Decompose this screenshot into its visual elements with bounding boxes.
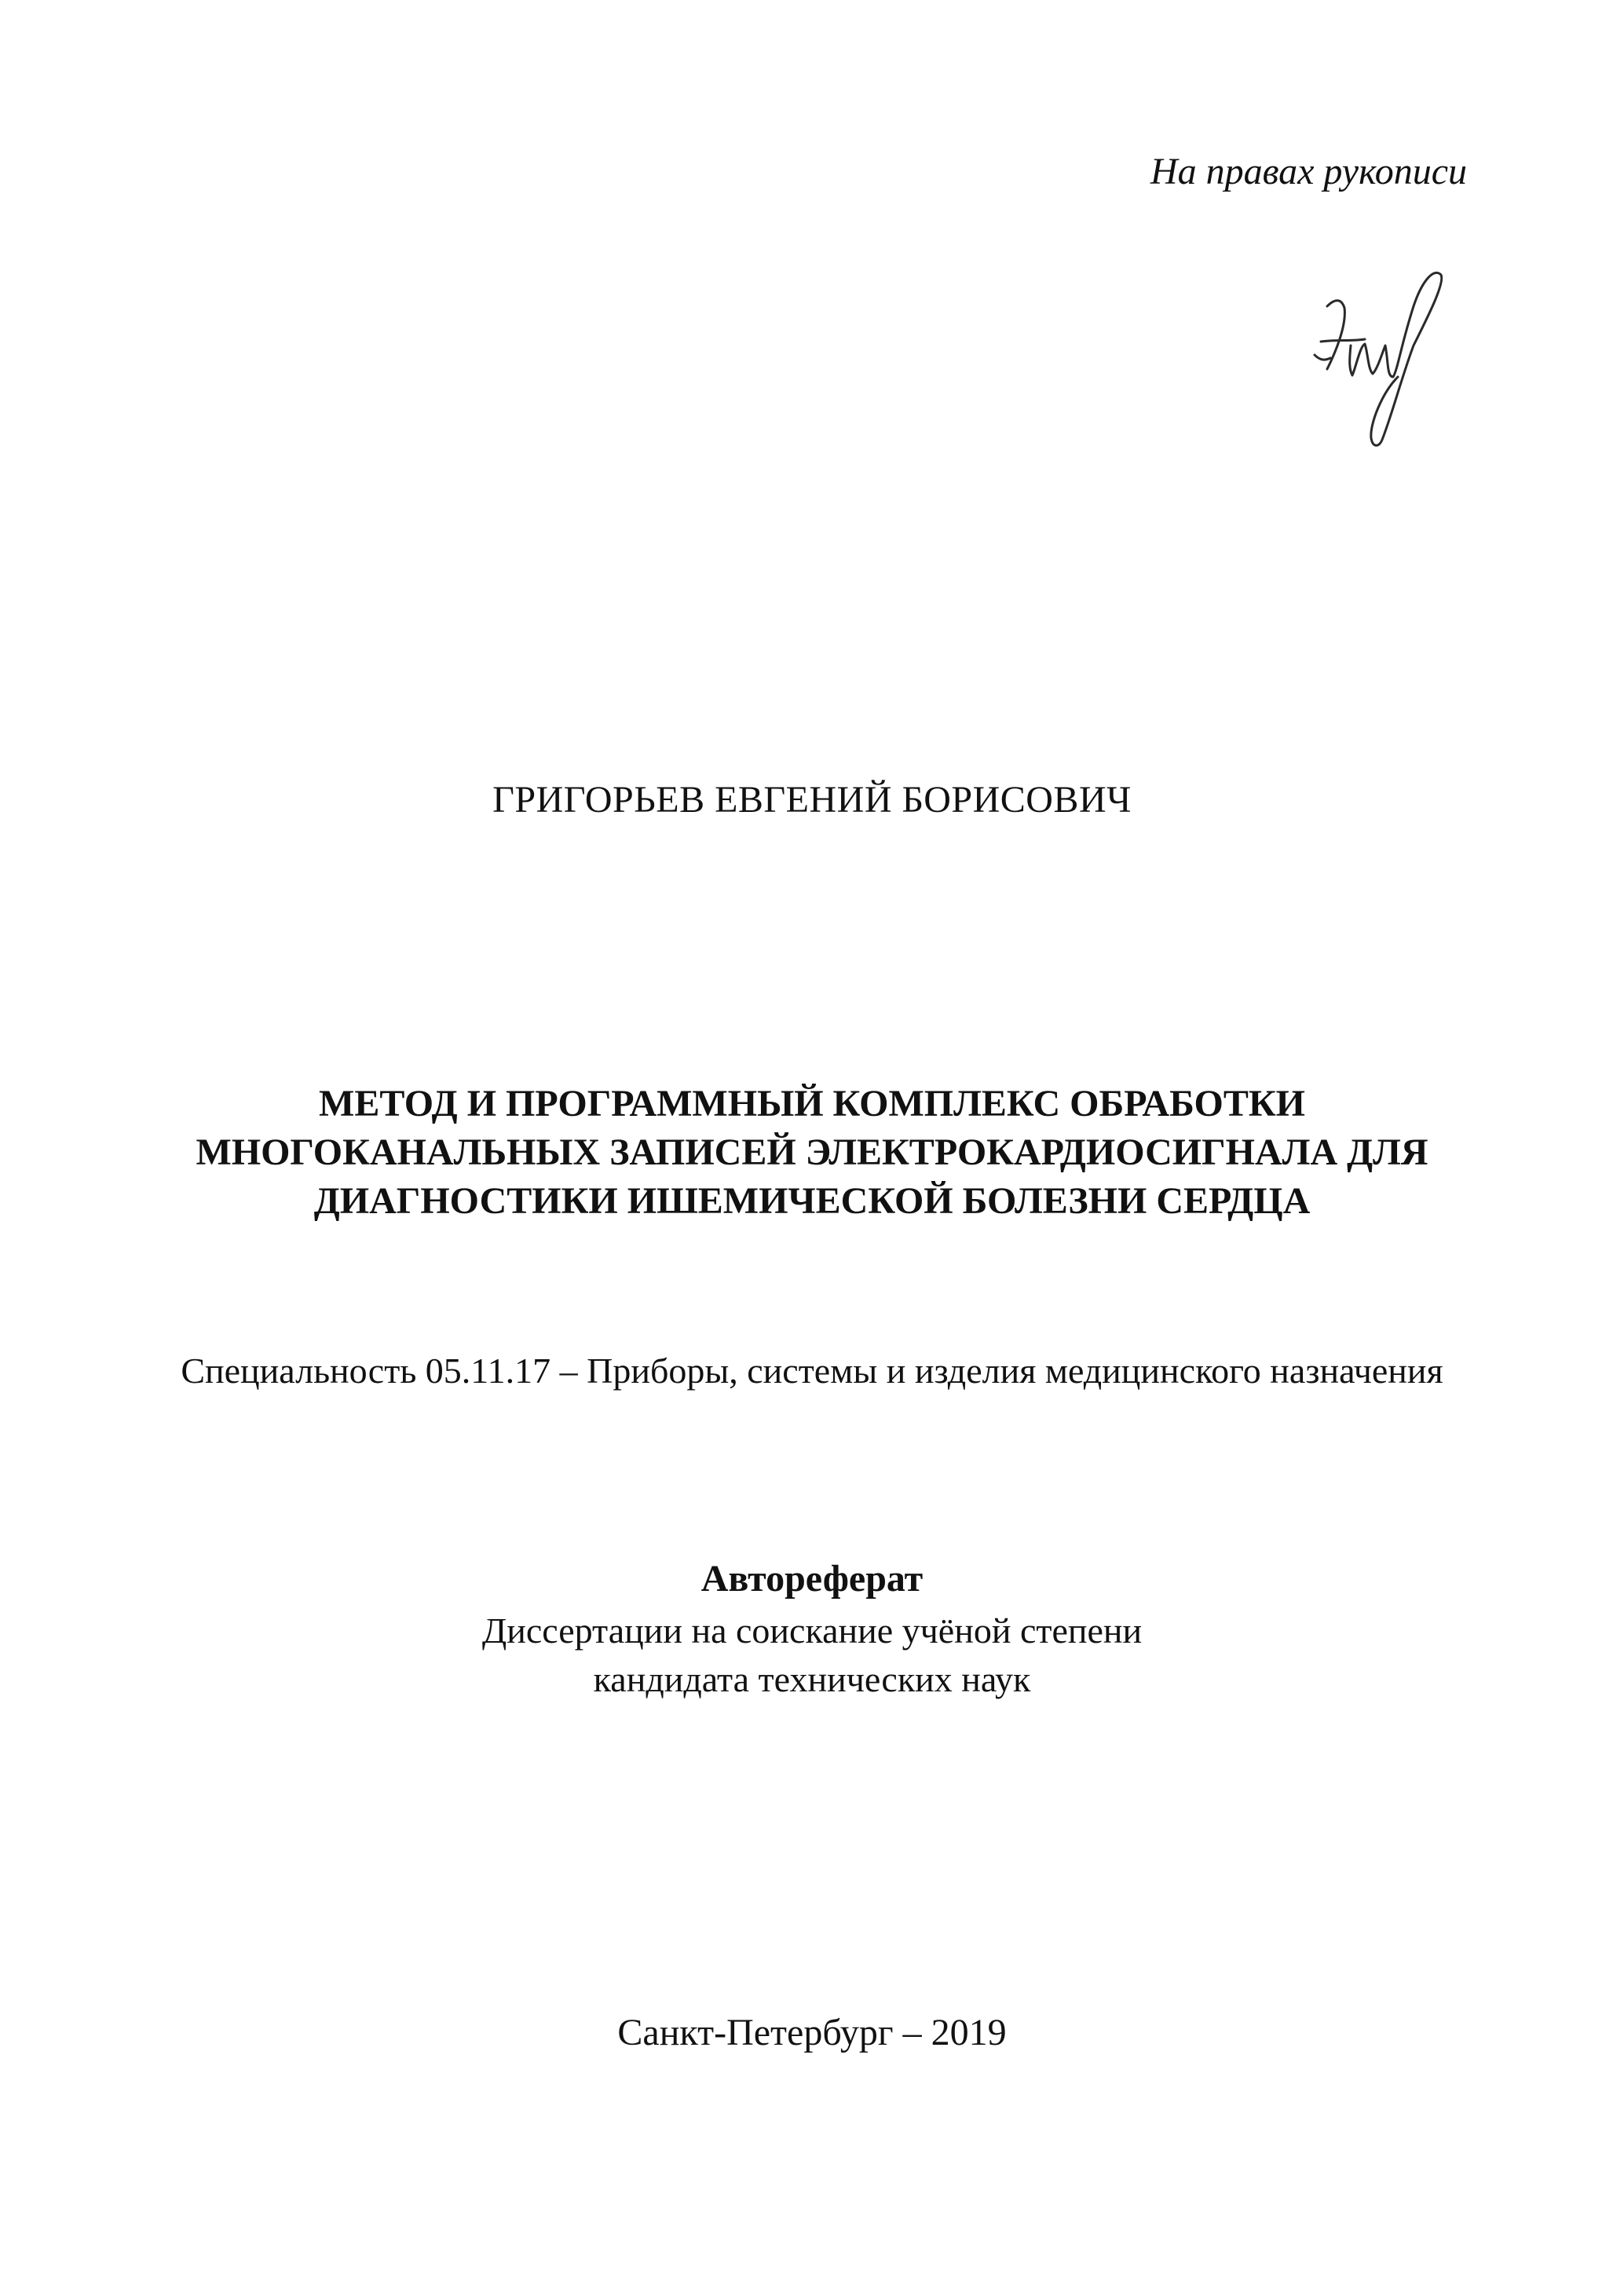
- description-line-2: кандидата технических наук: [593, 1659, 1031, 1699]
- city-year: Санкт-Петербург – 2019: [617, 2012, 1007, 2053]
- title-line-3: ДИАГНОСТИКИ ИШЕМИЧЕСКОЙ БОЛЕЗНИ СЕРДЦА: [313, 1180, 1311, 1222]
- dissertation-title: [0, 1080, 1624, 1226]
- document-description: [0, 1607, 1624, 1704]
- title-line-2: МНОГОКАНАЛЬНЫХ ЗАПИСЕЙ ЭЛЕКТРОКАРДИОСИГНАЛА ДЛЯ: [196, 1132, 1428, 1173]
- document-type: Автореферат: [700, 1558, 924, 1600]
- description-line-1: Диссертации на соискание учёной степени: [481, 1610, 1143, 1651]
- manuscript-note: На правах рукописи: [1150, 151, 1467, 192]
- handwritten-signature: [1304, 251, 1461, 455]
- signature-strokes: [1315, 272, 1442, 445]
- specialty-line: Специальность 05.11.17 – Приборы, системы и изделия медицинского назначения: [181, 1351, 1443, 1391]
- author-name: ГРИГОРЬЕВ ЕВГЕНИЙ БОРИСОВИЧ: [492, 779, 1132, 821]
- title-line-1: МЕТОД И ПРОГРАММНЫЙ КОМПЛЕКС ОБРАБОТКИ: [319, 1083, 1305, 1124]
